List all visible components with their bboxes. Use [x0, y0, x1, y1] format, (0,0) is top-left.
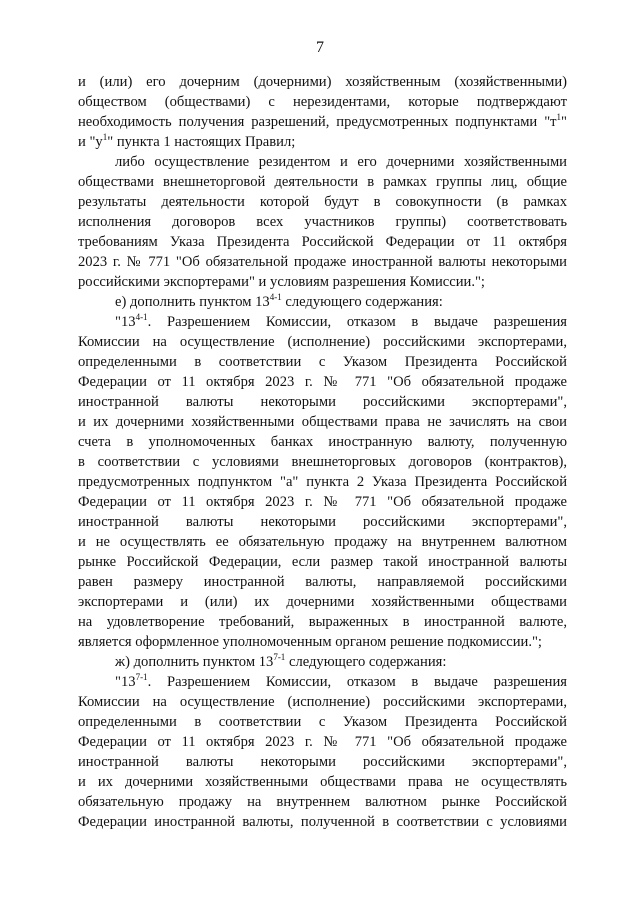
superscript: 1	[556, 112, 562, 122]
text-line: счета в уполномоченных банках иностранную валюту, полученную	[78, 434, 567, 450]
text-fragment: необходимость получения разрешений, предусмотренных подпунктами "т	[78, 114, 557, 130]
text-line: иностранной валюты некоторыми российскими экспортерами",	[78, 514, 567, 530]
superscript: 7-1	[135, 672, 148, 682]
text-line: либо осуществление резидентом и его дочерними хозяйственными	[115, 154, 567, 170]
text-line: определенными в соответствии с Указом Президента Российской	[78, 714, 567, 730]
text-fragment: "13	[115, 314, 136, 330]
text-fragment: . Разрешением Комиссии, отказом в выдаче разрешения	[147, 674, 567, 690]
text-line: Федерации от 11 октября 2023 г. № 771 "Об обязательной продаже	[78, 494, 567, 510]
text-fragment: . Разрешением Комиссии, отказом в выдаче разрешения	[147, 314, 567, 330]
text-line: 2023 г. № 771 "Об обязательной продаже иностранной валюты некоторыми	[78, 254, 567, 270]
text-fragment: е) дополнить пунктом 13	[115, 294, 270, 310]
text-fragment: следующего содержания:	[285, 654, 447, 670]
text-line: является оформленное уполномоченным органом решение подкомиссии.";	[78, 634, 542, 650]
text-line	[78, 132, 567, 152]
text-line: и (или) его дочерним (дочерними) хозяйственным (хозяйственными)	[78, 74, 567, 90]
text-line	[78, 652, 567, 672]
text-line: иностранной валюты некоторыми российскими экспортерами",	[78, 394, 567, 410]
text-line: определенными в соответствии с Указом Президента Российской	[78, 354, 567, 370]
text-line: предусмотренных подпунктом "а" пункта 2 Указа Президента Российской	[78, 474, 567, 490]
text-fragment: "13	[115, 674, 136, 690]
superscript: 7-1	[273, 652, 286, 662]
text-line	[78, 312, 567, 332]
text-line: равен размеру иностранной валюты, направляемой российскими	[78, 574, 567, 590]
text-line: Федерации от 11 октября 2023 г. № 771 "Об обязательной продаже	[78, 734, 567, 750]
text-line: иностранной валюты некоторыми российскими экспортерами",	[78, 754, 567, 770]
text-line: в соответствии с условиями внешнеторговых договоров (контрактов),	[78, 454, 567, 470]
text-line: Комиссии на осуществление (исполнение) российскими экспортерами,	[78, 334, 567, 350]
text-line: исполнения договоров всех участников группы) соответствовать	[78, 214, 567, 230]
text-line: Федерации иностранной валюты, полученной в соответствии с условиями	[78, 814, 567, 830]
superscript: 4-1	[135, 312, 148, 322]
text-line	[78, 672, 567, 692]
text-fragment: ж) дополнить пунктом 13	[115, 654, 274, 670]
page-number: 7	[316, 39, 324, 56]
text-fragment: "	[561, 114, 567, 130]
text-line: Комиссии на осуществление (исполнение) российскими экспортерами,	[78, 694, 567, 710]
text-line: на удовлетворение требований, выраженных в иностранной валюте,	[78, 614, 567, 630]
text-line	[78, 112, 567, 132]
text-line: и их дочерними хозяйственными обществами права не зачислять на свои	[78, 414, 567, 430]
superscript: 4-1	[269, 292, 282, 302]
text-line: экспортерами и (или) их дочерними хозяйственными обществами	[78, 594, 567, 610]
text-line: обществами внешнеторговой деятельности в рамках группы лиц, общие	[78, 174, 567, 190]
text-line: требованиям Указа Президента Российской Федерации от 11 октября	[78, 234, 567, 250]
text-line: и не осуществлять ее обязательную продажу на внутреннем валютном	[78, 534, 567, 550]
text-fragment: и "у	[78, 134, 103, 150]
text-line: Федерации от 11 октября 2023 г. № 771 "Об обязательной продаже	[78, 374, 567, 390]
text-line: результаты деятельности которой будут в совокупности (в рамках	[78, 194, 567, 210]
text-fragment: " пункта 1 настоящих Правил;	[107, 134, 296, 150]
superscript: 1	[102, 132, 108, 142]
text-line: обществом (обществами) с нерезидентами, которые подтверждают	[78, 94, 567, 110]
text-line: рынке Российской Федерации, если размер такой иностранной валюты	[78, 554, 567, 570]
text-line	[78, 292, 567, 312]
text-line: и их дочерними хозяйственными обществами права не осуществлять	[78, 774, 567, 790]
text-line: российскими экспортерами" и условиям разрешения Комиссии.";	[78, 274, 485, 290]
text-fragment: следующего содержания:	[281, 294, 443, 310]
body-text	[78, 72, 567, 832]
text-line: обязательную продажу на внутреннем валютном рынке Российской	[78, 794, 567, 810]
